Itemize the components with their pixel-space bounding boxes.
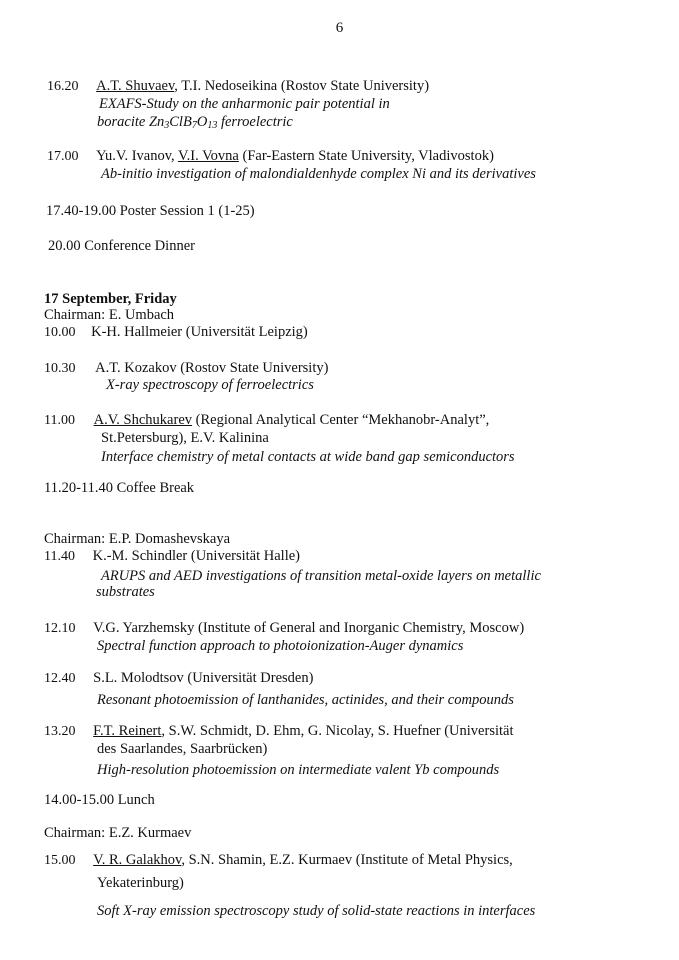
coauthors: , S.W. Schmidt, D. Ehm, G. Nicolay, S. Huefner (Universität: [161, 723, 514, 739]
entry-authors-line2: St.Petersburg), E.V. Kalinina: [101, 430, 269, 446]
entry-authors: [47, 148, 494, 165]
poster-session: 17.40-19.00 Poster Session 1 (1-25): [46, 203, 255, 219]
entry-time: 11.40: [44, 549, 75, 564]
entry-time: 17.00: [47, 149, 79, 164]
talk-title: Soft X-ray emission spectroscopy study of solid-state reactions in interfaces: [97, 903, 536, 919]
presenter-name: V. R. Galakhov: [93, 852, 182, 868]
entry-time: 11.00: [44, 413, 75, 428]
talk-title: Resonant photoemission of lanthanides, actinides, and their compounds: [97, 692, 514, 708]
entry-authors: [44, 548, 300, 565]
entry-hallmeier: [44, 324, 308, 341]
presenter-name: A.T. Shuvaev: [96, 78, 175, 94]
affiliation: (Regional Analytical Center “Mekhanobr-Analyt”,: [192, 412, 490, 428]
page-number: 6: [335, 20, 344, 36]
presenter-name: F.T. Reinert: [93, 723, 162, 739]
coauthors: , T.I. Nedoseikina (Rostov State University): [174, 78, 430, 94]
entry-time: 15.00: [44, 853, 76, 868]
entry-authors: [44, 852, 513, 869]
entry-time: 16.20: [47, 79, 79, 94]
presenter-name: V.I. Vovna: [178, 148, 239, 164]
talk-title-line2: substrates: [96, 584, 155, 600]
conference-dinner: 20.00 Conference Dinner: [48, 238, 195, 254]
presenter-name: S.L. Molodtsov (Universität Dresden): [93, 670, 314, 686]
presenter-name: V.G. Yarzhemsky (Institute of General and Inorganic Chemistry, Moscow): [93, 620, 525, 636]
talk-title: High-resolution photoemission on intermediate valent Yb compounds: [97, 762, 500, 778]
affiliation: (Far-Eastern State University, Vladivostok): [238, 148, 494, 164]
entry-authors: [44, 620, 524, 637]
presenter-name: K.-M. Schindler (Universität Halle): [92, 548, 300, 564]
coffee-break: 11.20-11.40 Coffee Break: [44, 480, 195, 496]
talk-title-line2: boracite $Zn_3ClB_7O_{13}$ ferroelectric: [97, 114, 293, 131]
coauthors: Yu.V. Ivanov,: [96, 148, 179, 164]
entry-time: 13.20: [44, 724, 76, 739]
session-chairman: Chairman: E. Umbach: [44, 307, 175, 323]
entry-time: 12.40: [44, 671, 76, 686]
talk-title: Interface chemistry of metal contacts at wide band gap semiconductors: [101, 449, 515, 465]
entry-authors: [47, 78, 429, 95]
entry-authors: [44, 360, 328, 377]
coauthors: , S.N. Shamin, E.Z. Kurmaev (Institute of Metal Physics,: [181, 852, 513, 868]
session-chairman: Chairman: E.Z. Kurmaev: [44, 825, 192, 841]
entry-authors: K-H. Hallmeier (Universität Leipzig): [91, 324, 308, 340]
entry-time: 10.00: [44, 325, 76, 340]
entry-authors-line2: des Saarlandes, Saarbrücken): [97, 741, 268, 757]
day-heading: 17 September, Friday: [44, 291, 177, 307]
talk-title: Ab-initio investigation of malondialdenhyde complex Ni and its derivatives: [101, 166, 536, 182]
lunch-break: 14.00-15.00 Lunch: [44, 792, 155, 808]
talk-title: EXAFS-Study on the anharmonic pair potential in: [99, 96, 390, 112]
presenter-name: A.V. Shchukarev: [93, 412, 193, 428]
entry-authors: [44, 670, 313, 687]
talk-title: ARUPS and AED investigations of transition metal-oxide layers on metallic: [101, 568, 541, 584]
presenter-name: A.T. Kozakov (Rostov State University): [95, 360, 329, 376]
entry-authors: [44, 412, 489, 429]
entry-time: 10.30: [44, 361, 76, 376]
entry-time: 12.10: [44, 621, 76, 636]
talk-title: Spectral function approach to photoionization-Auger dynamics: [97, 638, 464, 654]
entry-authors-line2: Yekaterinburg): [97, 875, 184, 891]
entry-authors: [44, 723, 514, 740]
session-chairman: Chairman: E.P. Domashevskaya: [44, 531, 231, 547]
talk-title: X-ray spectroscopy of ferroelectrics: [106, 377, 314, 393]
